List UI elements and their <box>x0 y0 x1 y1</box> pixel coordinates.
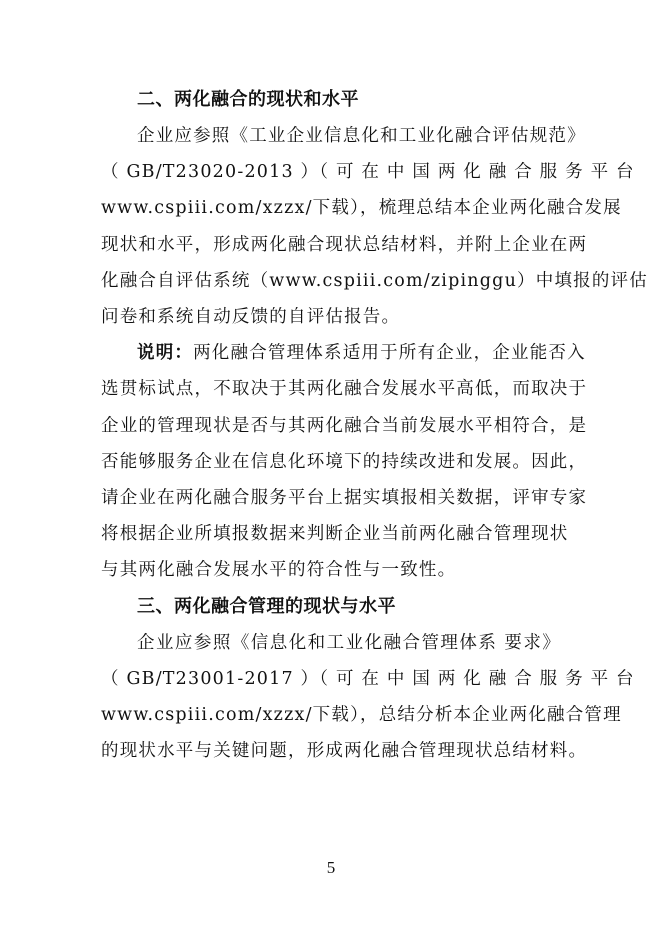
text-line: （ GB/T23001-2017 ）（ 可 在 中 国 两 化 融 合 服 务 平 台 <box>101 668 635 689</box>
note-text: 两化融合管理体系适用于所有企业，企业能否入 <box>193 343 586 364</box>
text-line: www.cspiii.com/xzzx/下载），总结分析本企业两化融合管理 <box>101 705 622 726</box>
section-2-note <box>101 335 588 588</box>
page-content <box>101 82 648 769</box>
note-label: 说明： <box>137 343 194 364</box>
text-line: www.cspiii.com/xzzx/下载），梳理总结本企业两化融合发展 <box>101 198 622 219</box>
text-line: 企业应参照《信息化和工业化融合管理体系 要求》 <box>137 632 561 653</box>
section-heading-2: 二、两化融合的现状和水平 <box>137 89 359 110</box>
text-line: 请企业在两化融合服务平台上据实填报相关数据，评审专家 <box>101 488 588 509</box>
section-3-paragraph <box>101 625 635 770</box>
text-line: 与其两化融合发展水平的符合性与一致性。 <box>101 560 457 581</box>
section-heading-3: 三、两化融合管理的现状与水平 <box>137 595 396 617</box>
text-line: 否能够服务企业在信息化环境下的持续改进和发展。因此， <box>101 451 588 472</box>
text-line: （ GB/T23020-2013 ）（ 可 在 中 国 两 化 融 合 服 务 平 台 <box>101 162 635 183</box>
text-line: 将根据企业所填报数据来判断企业当前两化融合管理现状 <box>101 524 569 545</box>
text-line <box>101 335 586 371</box>
text-line: 现状和水平，形成两化融合现状总结材料，并附上企业在两 <box>101 234 588 255</box>
text-line: 问卷和系统自动反馈的自评估报告。 <box>101 307 401 328</box>
text-line: 选贯标试点，不取决于其两化融合发展水平高低，而取决于 <box>101 379 588 400</box>
page-number: 5 <box>326 858 336 877</box>
text-line: 的现状水平与关键问题，形成两化融合管理现状总结材料。 <box>101 741 588 762</box>
text-line: 化融合自评估系统（www.cspiii.com/zipinggu）中填报的评估 <box>101 270 648 291</box>
text-line: 企业应参照《工业企业信息化和工业化融合评估规范》 <box>137 126 586 146</box>
section-2-paragraph <box>101 118 648 335</box>
text-line: 企业的管理现状是否与其两化融合当前发展水平相符合，是 <box>101 415 588 436</box>
